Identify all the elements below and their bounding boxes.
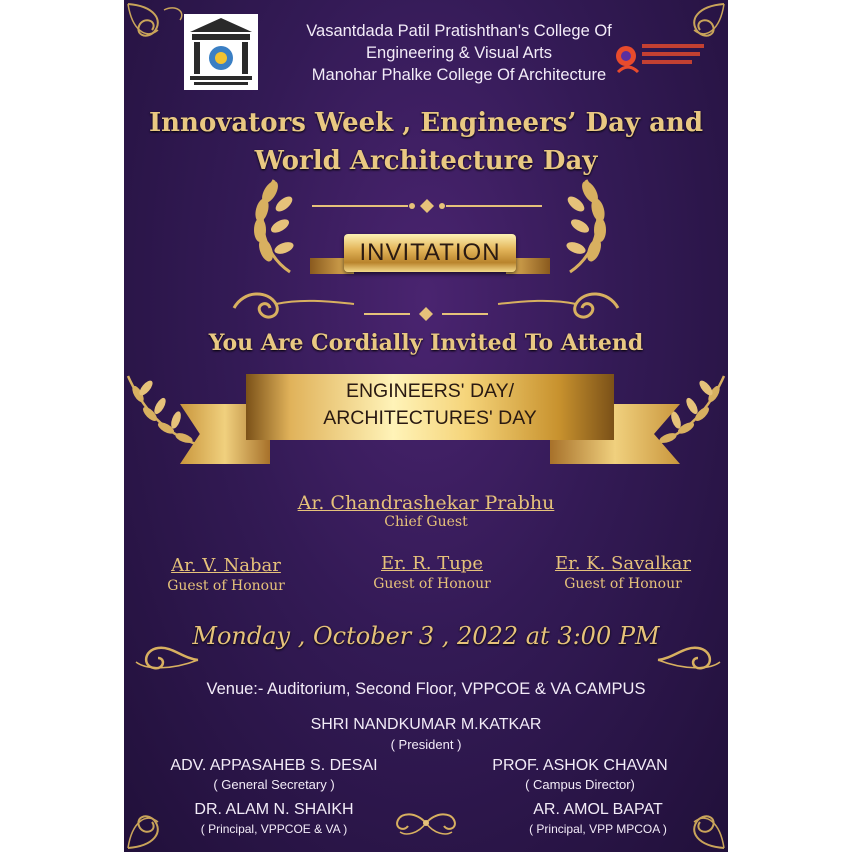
guest-name-2: Er. R. Tupe [381,553,483,574]
guest-role-1: Guest of Honour [167,578,285,594]
college-line-2: Engineering & Visual Arts [366,44,552,62]
invitation-poster [124,0,728,852]
principal-coe-role: ( Principal, VPPCOE & VA ) [200,822,348,836]
guest-block-3 [538,553,708,592]
college-line-3: Manohar Phalke College Of Architecture [311,66,607,84]
divider-top [312,198,542,214]
college-line-1: Vasantdada Patil Pratishthan's College Of [306,22,612,40]
bottom-ornament [388,808,464,838]
chief-guest-name: Ar. Chandrashekar Prabhu [297,492,555,514]
guest-block-1 [146,555,306,594]
principal-coe-name: DR. ALAM N. SHAIKH [194,801,354,818]
college-logo [184,14,258,90]
event-venue: Venue:- Auditorium, Second Floor, VPPCOE & VA CAMPUS [206,680,646,698]
laurel-left-icon [240,172,320,276]
guest-role-3: Guest of Honour [564,576,682,592]
gen-sec-role: ( General Secretary ) [213,777,335,792]
board-principal-coe [164,801,384,836]
campus-director-name: PROF. ASHOK CHAVAN [492,757,668,774]
event-title [124,104,728,180]
guest-name-1: Ar. V. Nabar [171,555,281,576]
iic-logo [614,36,714,84]
president-role: ( President ) [390,737,462,752]
gen-sec-name: ADV. APPASAHEB S. DESAI [170,757,378,774]
event-title-line-1: Innovators Week , Engineers’ Day and [148,108,704,138]
event-title-line-2: World Architecture Day [254,146,598,176]
board-principal-mpcoa [488,801,708,836]
principal-mpcoa-name: AR. AMOL BAPAT [533,801,663,818]
ribbon-text [246,378,614,432]
event-datetime: Monday , October 3 , 2022 at 3:00 PM [192,622,660,650]
guest-name-3: Er. K. Savalkar [554,553,692,574]
guest-role-2: Guest of Honour [373,576,491,592]
laurel-right-icon [540,172,620,276]
board-campus-director [470,757,690,792]
board-gen-sec [154,757,394,792]
ribbon-line-2: ARCHITECTURES' DAY [323,407,537,429]
cordially-invited-heading: You Are Cordially Invited To Attend [208,330,644,356]
swirl-divider [224,284,628,328]
invitation-label: INVITATION [359,239,501,266]
president-name: SHRI NANDKUMAR M.KATKAR [310,716,542,733]
principal-mpcoa-role: ( Principal, VPP MPCOA ) [529,822,667,836]
campus-director-role: ( Campus Director) [525,777,635,792]
ribbon-line-1: ENGINEERS' DAY/ [345,380,515,402]
college-name-block [274,20,644,86]
board-president [124,716,728,752]
guest-block-2 [352,553,512,592]
chief-guest-role: Chief Guest [384,514,468,530]
chief-guest-block [124,492,728,530]
